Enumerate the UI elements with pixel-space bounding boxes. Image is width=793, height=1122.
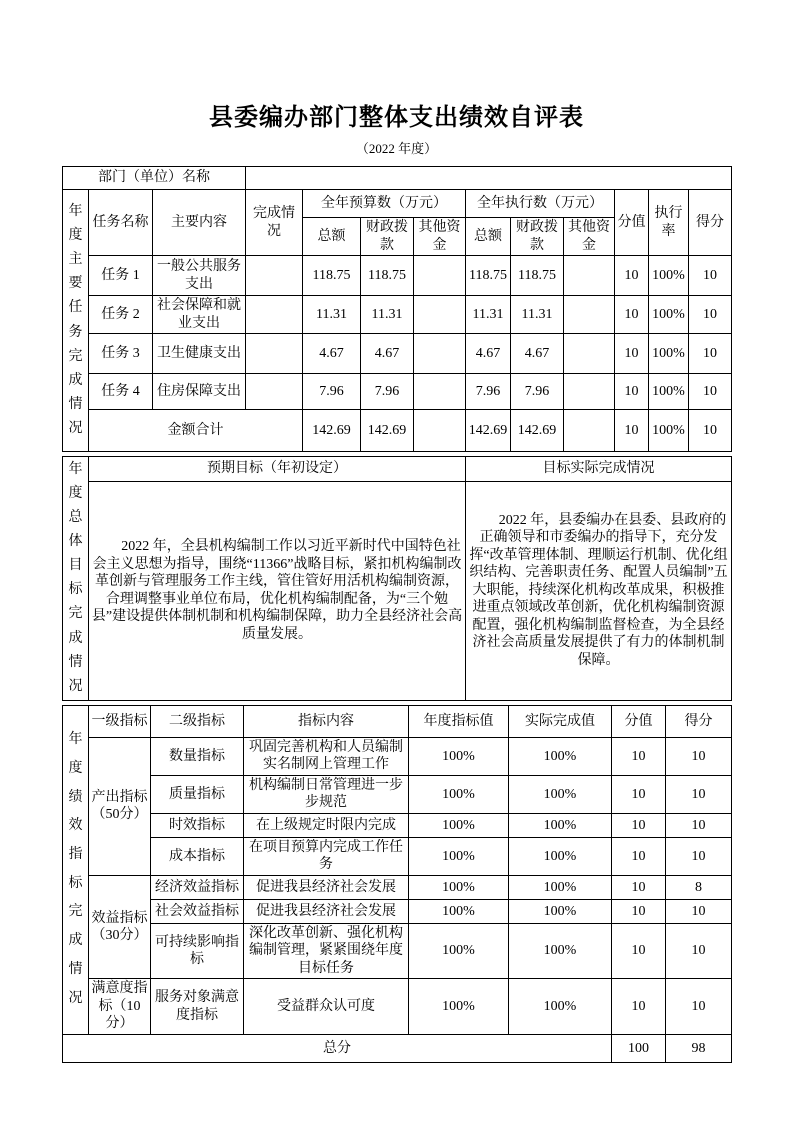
target-value-cell: 100% [409,979,509,1035]
indicator-row [63,979,732,1035]
indicator-content-cell: 深化改革创新、强化机构编制管理，紧紧围绕年度目标任务 [244,923,409,979]
actual-value-cell: 100% [509,813,612,837]
task-row [63,256,732,296]
exec-total-cell: 7.96 [466,374,511,410]
score-cell: 10 [689,296,732,334]
task-row [63,374,732,410]
total-points-cell: 100 [612,1034,666,1062]
header-level1: 一级指标 [89,705,151,737]
score-cell: 10 [689,256,732,296]
exec-rate-cell: 100% [649,410,689,452]
points-cell: 10 [612,875,666,899]
task-content-cell: 社会保障和就业支出 [153,296,246,334]
budget-total-cell: 118.75 [303,256,361,296]
indicator-content-cell: 机构编制日常管理进一步步规范 [244,775,409,813]
page-title: 县委编办部门整体支出绩效自评表 [209,104,584,131]
header-exec-other: 其他资金 [564,218,615,256]
level2-cell: 质量指标 [151,775,244,813]
goals-body-row [63,481,732,700]
exec-total-cell: 142.69 [466,410,511,452]
header-indicator-content: 指标内容 [244,705,409,737]
header-completion: 完成情况 [246,190,303,256]
target-value-cell: 100% [409,899,509,923]
points-cell: 10 [612,899,666,923]
score-cell: 10 [689,334,732,374]
budget-other-cell [414,334,466,374]
budget-fiscal-cell: 11.31 [361,296,414,334]
indicator-content-cell: 在项目预算内完成工作任务 [244,837,409,875]
indicators-header-row [63,705,732,737]
target-value-cell: 100% [409,875,509,899]
actual-value-cell: 100% [509,837,612,875]
points-cell: 10 [612,923,666,979]
target-value-cell: 100% [409,775,509,813]
indicator-content-cell: 在上级规定时限内完成 [244,813,409,837]
dept-name-label: 部门（单位）名称 [63,167,246,190]
level2-cell: 时效指标 [151,813,244,837]
score-cell: 10 [666,899,732,923]
header-task-name: 任务名称 [89,190,153,256]
header-exec-group: 全年执行数（万元） [466,190,615,218]
score-cell: 10 [666,837,732,875]
score-cell: 8 [666,875,732,899]
amount-total-label: 金额合计 [89,410,303,452]
header-points: 分值 [615,190,649,256]
section3-side-label: 年度绩效指标完成情况 [68,732,83,1006]
level2-cell: 服务对象满意度指标 [151,979,244,1035]
budget-fiscal-cell: 118.75 [361,256,414,296]
dept-name-value [246,167,732,190]
expected-goal-cell [89,481,466,700]
overall-goals-table [62,456,732,701]
points-cell: 10 [615,374,649,410]
task-content-cell: 一般公共服务支出 [153,256,246,296]
points-cell: 10 [615,334,649,374]
section1-side-label-cell [63,190,89,452]
header-points: 分值 [612,705,666,737]
level1-group-benefit: 效益指标（30分） [89,875,151,979]
budget-other-cell [414,296,466,334]
goals-header-row [63,457,732,482]
actual-goal-text: 2022 年，县委编办在县委、县政府的正确领导和市委编办的指导下，充分发挥“改革管理体制、理顺运行机制、优化组织结构、完善职责任务、配置人员编制”五大职能，持续深化机构改革成果，积极推进重点领域改革创新，优化机构编制资源配置，强化机构编制监督检查，为全县经济社会高质量发展提供了有力的体制机制保障。 [469,512,728,668]
target-value-cell: 100% [409,923,509,979]
points-cell: 10 [615,256,649,296]
indicator-row [63,737,732,775]
header-budget-total: 总额 [303,218,361,256]
exec-other-cell [564,334,615,374]
task-completion-cell [246,256,303,296]
actual-value-cell: 100% [509,979,612,1035]
header-budget-other: 其他资金 [414,218,466,256]
budget-fiscal-cell: 142.69 [361,410,414,452]
task-completion-cell [246,296,303,334]
indicator-content-cell: 受益群众认可度 [244,979,409,1035]
section2-side-label-cell [63,457,89,701]
target-value-cell: 100% [409,737,509,775]
indicator-row [63,899,732,923]
points-cell: 10 [615,296,649,334]
score-cell: 10 [666,813,732,837]
section2-side-label: 年度总体目标完成情况 [68,462,83,694]
indicator-content-cell: 促进我县经济社会发展 [244,899,409,923]
level1-group-output: 产出指标（50分） [89,737,151,875]
budget-fiscal-cell: 4.67 [361,334,414,374]
points-cell: 10 [612,775,666,813]
budget-other-cell [414,410,466,452]
points-cell: 10 [612,837,666,875]
score-cell: 10 [666,923,732,979]
indicator-row [63,775,732,813]
budget-total-cell: 7.96 [303,374,361,410]
total-score-row [63,1034,732,1062]
exec-other-cell [564,410,615,452]
indicator-content-cell: 巩固完善机构和人员编制实名制网上管理工作 [244,737,409,775]
total-score-cell: 98 [666,1034,732,1062]
exec-rate-cell: 100% [649,296,689,334]
task-name-cell: 任务 1 [89,256,153,296]
level2-cell: 经济效益指标 [151,875,244,899]
level2-cell: 数量指标 [151,737,244,775]
header-exec-fiscal: 财政拨款 [511,218,564,256]
indicator-row [63,923,732,979]
performance-indicators-table [62,705,732,1063]
actual-value-cell: 100% [509,775,612,813]
score-cell: 10 [689,374,732,410]
exec-fiscal-cell: 4.67 [511,334,564,374]
indicator-content-cell: 促进我县经济社会发展 [244,875,409,899]
header-main-content: 主要内容 [153,190,246,256]
exec-other-cell [564,374,615,410]
task-name-cell: 任务 2 [89,296,153,334]
task-completion-cell [246,374,303,410]
total-score-label: 总分 [63,1034,612,1062]
annual-tasks-table [62,166,732,452]
exec-total-cell: 118.75 [466,256,511,296]
indicator-row [63,875,732,899]
level2-cell: 可持续影响指标 [151,923,244,979]
tasks-header-row [63,190,732,218]
budget-total-cell: 142.69 [303,410,361,452]
task-content-cell: 卫生健康支出 [153,334,246,374]
header-score: 得分 [666,705,732,737]
actual-value-cell: 100% [509,875,612,899]
header-budget-fiscal: 财政拨款 [361,218,414,256]
expected-goal-header: 预期目标（年初设定） [89,457,466,482]
exec-total-cell: 11.31 [466,296,511,334]
budget-other-cell [414,374,466,410]
task-content-cell: 住房保障支出 [153,374,246,410]
task-completion-cell [246,334,303,374]
tasks-total-row [63,410,732,452]
exec-rate-cell: 100% [649,256,689,296]
indicator-row [63,837,732,875]
section1-side-label: 年度主要任务完成情况 [68,204,83,436]
points-cell: 10 [612,979,666,1035]
header-level2: 二级指标 [151,705,244,737]
header-actual-value: 实际完成值 [509,705,612,737]
exec-fiscal-cell: 142.69 [511,410,564,452]
header-target-value: 年度指标值 [409,705,509,737]
points-cell: 10 [615,410,649,452]
actual-value-cell: 100% [509,737,612,775]
indicator-row [63,813,732,837]
exec-fiscal-cell: 11.31 [511,296,564,334]
score-cell: 10 [666,775,732,813]
task-row [63,296,732,334]
target-value-cell: 100% [409,813,509,837]
header-exec-rate: 执行率 [649,190,689,256]
expected-goal-text: 2022 年，全县机构编制工作以习近平新时代中国特色社会主义思想为指导，围绕“11366”战略目标，紧扣机构编制改革创新与管理服务工作主线，管住管好用活机构编制资源，合理调整事业单位布局，优化机构编制配备，为“三个勉县”建设提供体制机制和机构编制保障，助力全县经济社会高质量发展。 [91,539,463,642]
exec-fiscal-cell: 7.96 [511,374,564,410]
budget-other-cell [414,256,466,296]
target-value-cell: 100% [409,837,509,875]
points-cell: 10 [612,737,666,775]
score-cell: 10 [666,737,732,775]
header-score: 得分 [689,190,732,256]
task-name-cell: 任务 3 [89,334,153,374]
task-name-cell: 任务 4 [89,374,153,410]
actual-value-cell: 100% [509,923,612,979]
level2-cell: 社会效益指标 [151,899,244,923]
budget-total-cell: 11.31 [303,296,361,334]
exec-other-cell [564,296,615,334]
section3-side-label-cell [63,705,89,1034]
budget-fiscal-cell: 7.96 [361,374,414,410]
level2-cell: 成本指标 [151,837,244,875]
budget-total-cell: 4.67 [303,334,361,374]
actual-value-cell: 100% [509,899,612,923]
actual-goal-cell [466,481,732,700]
exec-total-cell: 4.67 [466,334,511,374]
exec-other-cell [564,256,615,296]
task-row [63,334,732,374]
header-exec-total: 总额 [466,218,511,256]
points-cell: 10 [612,813,666,837]
exec-rate-cell: 100% [649,334,689,374]
header-budget-group: 全年预算数（万元） [303,190,466,218]
score-cell: 10 [689,410,732,452]
exec-fiscal-cell: 118.75 [511,256,564,296]
score-cell: 10 [666,979,732,1035]
dept-name-row [63,167,732,190]
level1-group-satisfaction: 满意度指标（10分） [89,979,151,1035]
actual-goal-header: 目标实际完成情况 [466,457,732,482]
exec-rate-cell: 100% [649,374,689,410]
page-subtitle: （2022 年度） [355,141,438,156]
